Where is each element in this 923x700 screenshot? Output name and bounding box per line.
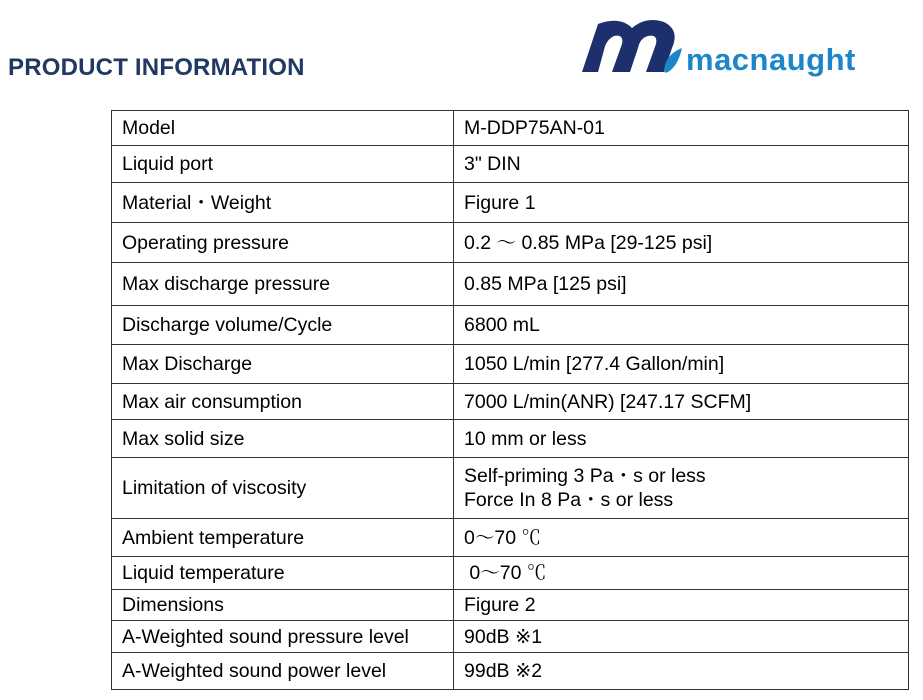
spec-value: 1050 L/min [277.4 Gallon/min] bbox=[454, 345, 909, 384]
spec-value: 99dB ※2 bbox=[454, 653, 909, 690]
spec-label: Limitation of viscosity bbox=[112, 458, 454, 519]
spec-label: Model bbox=[112, 111, 454, 146]
spec-label: Max solid size bbox=[112, 420, 454, 458]
spec-value: 0～70 ℃ bbox=[454, 519, 909, 557]
spec-value: Figure 2 bbox=[454, 590, 909, 621]
spec-value: 3" DIN bbox=[454, 146, 909, 183]
spec-label: Max air consumption bbox=[112, 384, 454, 420]
table-row bbox=[112, 458, 909, 519]
spec-value: 7000 L/min(ANR) [247.17 SCFM] bbox=[454, 384, 909, 420]
table-row bbox=[112, 557, 909, 590]
table-row bbox=[112, 653, 909, 690]
table-row bbox=[112, 519, 909, 557]
table-row bbox=[112, 111, 909, 146]
logo-wordmark: macnaught bbox=[686, 42, 856, 77]
spec-value: 90dB ※1 bbox=[454, 621, 909, 653]
macnaught-logo bbox=[580, 14, 860, 84]
table-row bbox=[112, 621, 909, 653]
spec-value: 0.85 MPa [125 psi] bbox=[454, 263, 909, 306]
table-row bbox=[112, 306, 909, 345]
table-row bbox=[112, 384, 909, 420]
spec-value bbox=[454, 458, 909, 519]
spec-label: Material・Weight bbox=[112, 183, 454, 223]
macnaught-m-icon bbox=[580, 14, 690, 84]
spec-value: 0～70 ℃ bbox=[454, 557, 909, 590]
spec-label: Dimensions bbox=[112, 590, 454, 621]
spec-label: Operating pressure bbox=[112, 223, 454, 263]
spec-value-line: Self-priming 3 Pa・s or less bbox=[464, 465, 706, 487]
table-row bbox=[112, 263, 909, 306]
spec-label: Max discharge pressure bbox=[112, 263, 454, 306]
table-row bbox=[112, 420, 909, 458]
page-title: PRODUCT INFORMATION bbox=[8, 54, 305, 81]
spec-label: Liquid temperature bbox=[112, 557, 454, 590]
spec-value: 0.2 ～ 0.85 MPa [29-125 psi] bbox=[454, 223, 909, 263]
spec-label: Max Discharge bbox=[112, 345, 454, 384]
table-row bbox=[112, 590, 909, 621]
spec-label: A-Weighted sound power level bbox=[112, 653, 454, 690]
spec-value-line: Force In 8 Pa・s or less bbox=[464, 489, 674, 511]
table-row bbox=[112, 345, 909, 384]
product-info-table bbox=[111, 110, 909, 690]
table-row bbox=[112, 183, 909, 223]
spec-label: A-Weighted sound pressure level bbox=[112, 621, 454, 653]
spec-value: Figure 1 bbox=[454, 183, 909, 223]
spec-value: M-DDP75AN-01 bbox=[454, 111, 909, 146]
table-row bbox=[112, 146, 909, 183]
spec-label: Ambient temperature bbox=[112, 519, 454, 557]
spec-value: 6800 mL bbox=[454, 306, 909, 345]
table-row bbox=[112, 223, 909, 263]
spec-label: Liquid port bbox=[112, 146, 454, 183]
spec-value: 10 mm or less bbox=[454, 420, 909, 458]
spec-label: Discharge volume/Cycle bbox=[112, 306, 454, 345]
